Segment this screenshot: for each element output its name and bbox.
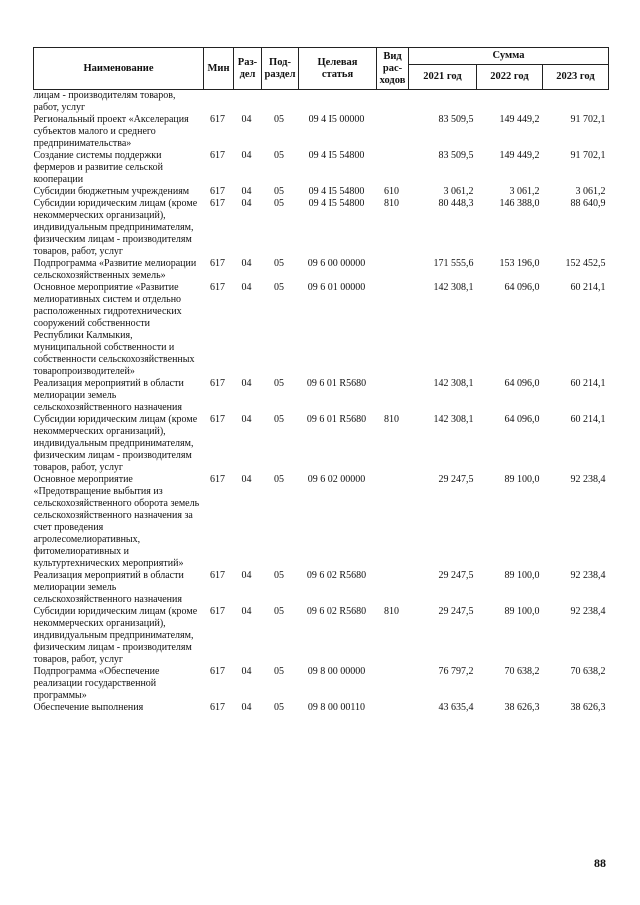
cell-min: 617 [210, 666, 225, 677]
cell-name: Основное мероприятие «Развитие мелиоративных систем и отдельно расположенных гидротехнических сооружений собственности Республики Калмыкия, муниципальной собственности и собственности сельскохозяйственных товаропроизводителей» [33, 282, 195, 377]
table-row [34, 258, 609, 282]
cell-name: Субсидии юридическим лицам (кроме некоммерческих организаций), индивидуальным предпринимателям, физическим лицам - производителям товаров, работ, услуг [33, 606, 198, 665]
cell-razdel: 04 [241, 666, 252, 677]
cell-sum-2023: 92 238,4 [570, 606, 606, 617]
cell-sum-2022: 153 196,0 [499, 258, 540, 269]
cell-razdel: 04 [241, 378, 252, 389]
cell-sum-2022: 70 638,2 [504, 666, 540, 677]
cell-min [204, 90, 234, 115]
cell-min: 617 [210, 606, 225, 617]
cell-podrazdel: 05 [274, 150, 284, 161]
cell-min: 617 [210, 114, 225, 125]
table-row [34, 150, 609, 186]
cell-vid-rashodov [377, 114, 409, 150]
cell-vid-rashodov [377, 570, 409, 606]
header-2022: 2022 год [477, 65, 543, 90]
cell-razdel: 04 [241, 702, 252, 713]
table-row [34, 90, 609, 115]
cell-razdel: 04 [241, 570, 252, 581]
cell-celevaya-statya: 09 6 01 R5680 [306, 378, 367, 389]
cell-sum-2021: 29 247,5 [438, 570, 474, 581]
cell-sum-2021 [409, 90, 477, 115]
cell-razdel: 04 [241, 606, 252, 617]
cell-name: лицам - производителям товаров, работ, услуг [33, 90, 176, 113]
cell-name: Реализация мероприятий в области мелиорации земель сельскохозяйственного назначения [33, 570, 184, 605]
cell-razdel: 04 [241, 474, 252, 485]
cell-sum-2023: 60 214,1 [570, 282, 606, 293]
cell-min: 617 [210, 570, 225, 581]
cell-sum-2023: 92 238,4 [570, 570, 606, 581]
cell-sum-2023: 91 702,1 [570, 114, 606, 125]
cell-sum-2022: 149 449,2 [499, 150, 540, 161]
cell-sum-2021: 29 247,5 [438, 474, 474, 485]
cell-sum-2022: 38 626,3 [504, 702, 540, 713]
cell-vid-rashodov: 810 [384, 606, 399, 617]
cell-sum-2021: 43 635,4 [438, 702, 474, 713]
cell-sum-2021: 3 061,2 [443, 186, 474, 197]
table-row [34, 186, 609, 198]
cell-sum-2022: 3 061,2 [509, 186, 540, 197]
cell-min: 617 [210, 282, 225, 293]
cell-sum-2023: 88 640,9 [570, 198, 606, 209]
cell-sum-2022: 89 100,0 [504, 570, 540, 581]
cell-podrazdel: 05 [274, 114, 284, 125]
table-row [34, 414, 609, 474]
cell-sum-2021: 29 247,5 [438, 606, 474, 617]
cell-sum-2022: 149 449,2 [499, 114, 540, 125]
table-row [34, 474, 609, 570]
cell-name: Создание системы поддержки фермеров и развитие сельской кооперации [33, 150, 163, 185]
cell-name: Субсидии бюджетным учреждениям [33, 186, 190, 197]
cell-sum-2021: 142 308,1 [433, 414, 474, 425]
cell-sum-2021: 142 308,1 [433, 282, 474, 293]
cell-min: 617 [210, 474, 225, 485]
cell-min: 617 [210, 258, 225, 269]
cell-sum-2021: 80 448,3 [438, 198, 474, 209]
cell-sum-2023: 60 214,1 [570, 414, 606, 425]
cell-vid-rashodov [377, 150, 409, 186]
table-row [34, 198, 609, 258]
cell-vid-rashodov [377, 90, 409, 115]
cell-podrazdel: 05 [274, 474, 284, 485]
table-row [34, 378, 609, 414]
cell-sum-2022: 64 096,0 [504, 282, 540, 293]
cell-razdel: 04 [241, 186, 252, 197]
cell-podrazdel: 05 [274, 258, 284, 269]
cell-min: 617 [210, 702, 225, 713]
cell-podrazdel [262, 90, 299, 115]
cell-name: Обеспечение выполнения [33, 702, 144, 713]
cell-name: Основное мероприятие «Предотвращение выбытия из сельскохозяйственного оборота земель сельскохозяйственного назначения за счет проведения агролесомелиоративных, фитомелиоративных и культуртехнических мероприятий» [33, 474, 200, 569]
cell-podrazdel: 05 [274, 378, 284, 389]
cell-razdel: 04 [241, 150, 252, 161]
header-podrazdel: Под- раздел [262, 48, 299, 90]
table-row [34, 606, 609, 666]
cell-sum-2022: 89 100,0 [504, 606, 540, 617]
header-name: Наименование [34, 48, 204, 90]
table-header [34, 48, 609, 90]
cell-podrazdel: 05 [274, 702, 284, 713]
cell-name: Субсидии юридическим лицам (кроме некоммерческих организаций), индивидуальным предпринимателям, физическим лицам - производителям товаров, работ, услуг [33, 198, 198, 257]
cell-sum-2022: 64 096,0 [504, 378, 540, 389]
cell-sum-2023: 60 214,1 [570, 378, 606, 389]
cell-sum-2021: 83 509,5 [438, 150, 474, 161]
cell-razdel: 04 [241, 198, 252, 209]
cell-min: 617 [210, 414, 225, 425]
header-celevaya: Целевая статья [299, 48, 377, 90]
table-body [34, 90, 609, 715]
cell-sum-2023: 70 638,2 [570, 666, 606, 677]
header-razdel: Раз- дел [234, 48, 262, 90]
cell-sum-2021: 142 308,1 [433, 378, 474, 389]
cell-podrazdel: 05 [274, 282, 284, 293]
cell-razdel: 04 [241, 258, 252, 269]
cell-vid-rashodov [377, 702, 409, 714]
cell-vid-rashodov [377, 282, 409, 378]
cell-celevaya-statya: 09 6 02 R5680 [306, 570, 367, 581]
table-row [34, 702, 609, 714]
cell-sum-2023: 152 452,5 [565, 258, 606, 269]
page-number: 88 [594, 856, 606, 870]
header-min: Мин [204, 48, 234, 90]
header-2023: 2023 год [543, 65, 609, 90]
table-row [34, 282, 609, 378]
cell-vid-rashodov: 610 [384, 186, 399, 197]
cell-podrazdel: 05 [274, 198, 284, 209]
header-vid: Вид рас- ходов [377, 48, 409, 90]
cell-min: 617 [210, 378, 225, 389]
cell-vid-rashodov: 810 [384, 414, 399, 425]
cell-celevaya-statya: 09 4 I5 54800 [308, 150, 365, 161]
header-2021: 2021 год [409, 65, 477, 90]
cell-sum-2023: 3 061,2 [575, 186, 606, 197]
cell-celevaya-statya: 09 6 01 00000 [307, 282, 366, 293]
cell-sum-2023: 91 702,1 [570, 150, 606, 161]
cell-vid-rashodov [377, 666, 409, 702]
cell-vid-rashodov [377, 474, 409, 570]
cell-name: Региональный проект «Акселерация субъектов малого и среднего предпринимательства» [33, 114, 189, 149]
cell-razdel: 04 [241, 414, 252, 425]
cell-sum-2022: 64 096,0 [504, 414, 540, 425]
cell-razdel: 04 [241, 114, 252, 125]
cell-celevaya-statya: 09 6 02 00000 [307, 474, 366, 485]
cell-celevaya-statya [299, 90, 377, 115]
cell-podrazdel: 05 [274, 414, 284, 425]
cell-razdel [234, 90, 262, 115]
table-row [34, 114, 609, 150]
table-row [34, 666, 609, 702]
cell-podrazdel: 05 [274, 186, 284, 197]
cell-celevaya-statya: 09 6 00 00000 [307, 258, 366, 269]
cell-celevaya-statya: 09 4 I5 54800 [308, 198, 365, 209]
cell-min: 617 [210, 186, 225, 197]
cell-sum-2022: 89 100,0 [504, 474, 540, 485]
cell-sum-2023: 92 238,4 [570, 474, 606, 485]
cell-celevaya-statya: 09 4 I5 00000 [308, 114, 365, 125]
cell-name: Подпрограмма «Развитие мелиорации сельскохозяйственных земель» [33, 258, 197, 281]
cell-vid-rashodov: 810 [384, 198, 399, 209]
cell-sum-2021: 83 509,5 [438, 114, 474, 125]
cell-min: 617 [210, 150, 225, 161]
cell-celevaya-statya: 09 8 00 00000 [307, 666, 366, 677]
cell-celevaya-statya: 09 4 I5 54800 [308, 186, 365, 197]
cell-sum-2023: 38 626,3 [570, 702, 606, 713]
cell-celevaya-statya: 09 6 02 R5680 [306, 606, 367, 617]
cell-podrazdel: 05 [274, 606, 284, 617]
budget-table-sheet [33, 47, 608, 714]
cell-min: 617 [210, 198, 225, 209]
cell-sum-2022 [477, 90, 543, 115]
table-row [34, 570, 609, 606]
cell-name: Реализация мероприятий в области мелиорации земель сельскохозяйственного назначения [33, 378, 184, 413]
cell-celevaya-statya: 09 6 01 R5680 [306, 414, 367, 425]
cell-podrazdel: 05 [274, 570, 284, 581]
cell-vid-rashodov [377, 258, 409, 282]
cell-podrazdel: 05 [274, 666, 284, 677]
header-summa: Сумма [409, 48, 609, 65]
cell-sum-2021: 171 555,6 [433, 258, 474, 269]
cell-sum-2023 [543, 90, 609, 115]
cell-celevaya-statya: 09 8 00 00110 [307, 702, 366, 713]
cell-sum-2021: 76 797,2 [438, 666, 474, 677]
cell-name: Субсидии юридическим лицам (кроме некоммерческих организаций), индивидуальным предпринимателям, физическим лицам - производителям товаров, работ, услуг [33, 414, 198, 473]
cell-name: Подпрограмма «Обеспечение реализации государственной программы» [33, 666, 160, 701]
cell-vid-rashodov [377, 378, 409, 414]
cell-razdel: 04 [241, 282, 252, 293]
cell-sum-2022: 146 388,0 [499, 198, 540, 209]
budget-table [33, 47, 609, 714]
